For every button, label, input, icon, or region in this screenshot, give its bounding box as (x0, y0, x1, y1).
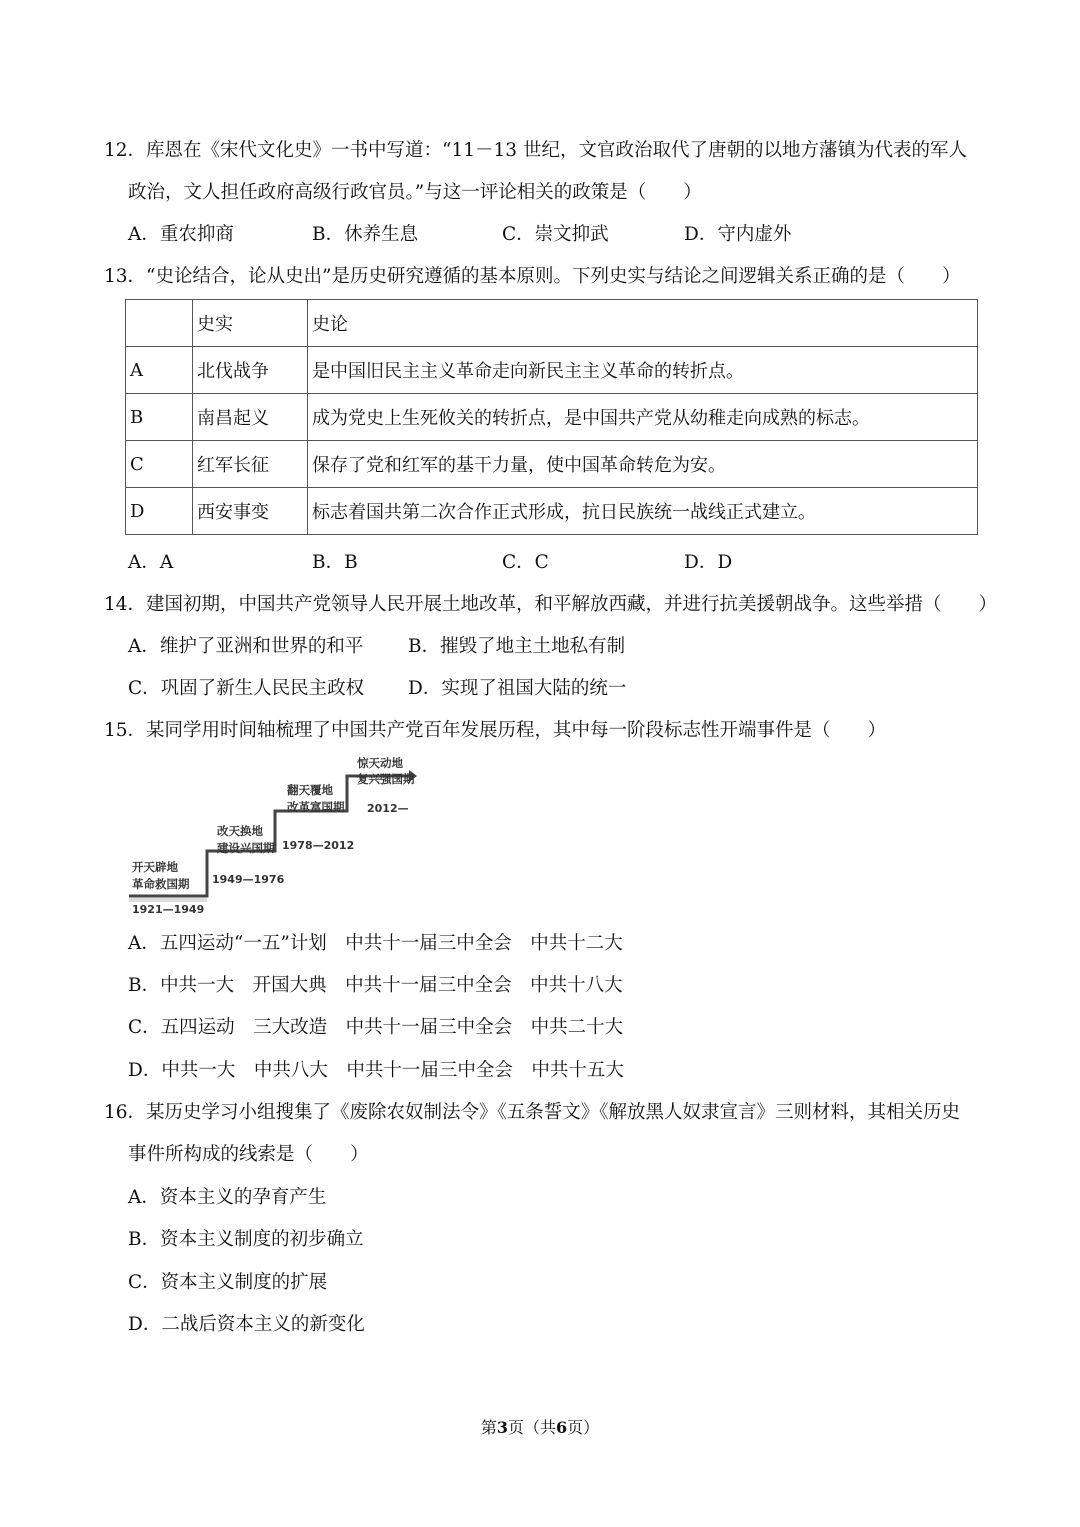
table-header-cell (126, 300, 193, 347)
timeline-figure (127, 756, 417, 918)
step3-label-line2: 改革富国期 (287, 800, 345, 814)
q15-option-d: D．中共一大 中共八大 中共十一届三中全会 中共十五大 (128, 1060, 624, 1081)
step1-label-line2: 革命救国期 (132, 877, 190, 891)
table-cell: 保存了党和红军的基干力量，使中国革命转危为安。 (308, 441, 978, 488)
table-cell: 标志着国共第二次合作正式形成，抗日民族统一战线正式建立。 (308, 488, 978, 535)
q15-option-a: A．五四运动“一五”计划 中共十一届三中全会 中共十二大 (128, 933, 623, 954)
step2-label-line2: 建设兴国期 (217, 841, 275, 855)
table-cell: B (126, 394, 193, 441)
table-cell: 成为党史上生死攸关的转折点，是中国共产党从幼稚走向成熟的标志。 (308, 394, 978, 441)
table-cell: 是中国旧民主主义革命走向新民主主义革命的转折点。 (308, 347, 978, 394)
q16-option-c: C．资本主义制度的扩展 (128, 1272, 328, 1293)
table-cell: A (126, 347, 193, 394)
q12-option-d: D．守内虚外 (684, 224, 792, 245)
q13-option-b: B．B (312, 552, 358, 573)
table-header-row (126, 300, 978, 347)
step1-label-line1: 开天辟地 (132, 860, 178, 874)
q16-stem-line2: 事件所构成的线索是（ ） (128, 1144, 369, 1165)
step4-years: 2012— (367, 802, 409, 815)
q14-stem: 14．建国初期，中国共产党领导人民开展土地改革，和平解放西藏，并进行抗美援朝战争。这些举措（ ） (104, 594, 998, 615)
q16-option-d: D．二战后资本主义的新变化 (128, 1314, 365, 1335)
q13-option-d: D．D (684, 552, 733, 573)
q15-option-b: B．中共一大 开国大典 中共十一届三中全会 中共十八大 (128, 975, 623, 996)
footer-page-number: 3 (496, 1418, 508, 1437)
q15-stem: 15．某同学用时间轴梳理了中国共产党百年发展历程，其中每一阶段标志性开端事件是（ ） (104, 720, 887, 741)
table-cell: C (126, 441, 193, 488)
table-cell: 红军长征 (193, 441, 308, 488)
table-header-cell: 史论 (308, 300, 978, 347)
q13-stem: 13．“史论结合，论从史出”是历史研究遵循的基本原则。下列史实与结论之间逻辑关系正确的是（ ） (104, 266, 961, 287)
table-row (126, 347, 978, 394)
footer-total-pages: 6 (556, 1418, 568, 1437)
table-cell: 北伐战争 (193, 347, 308, 394)
footer-suffix: 页） (567, 1418, 600, 1437)
q12-stem-line1: 12．库恩在《宋代文化史》一书中写道：“11－13 世纪，文官政治取代了唐朝的以地方藩镇为代表的军人 (104, 140, 967, 161)
step4-label-line2: 复兴强国期 (357, 772, 415, 786)
footer-prefix: 第 (480, 1418, 497, 1437)
q13-option-c: C．C (502, 552, 549, 573)
footer-middle: 页（共 (507, 1418, 556, 1437)
q16-option-a: A．资本主义的孕育产生 (128, 1187, 327, 1208)
step3-years: 1978—2012 (282, 839, 355, 852)
q13-table (125, 299, 978, 535)
table-row (126, 441, 978, 488)
table-cell: 西安事变 (193, 488, 308, 535)
step4-label-line1: 惊天动地 (357, 756, 403, 770)
q12-option-a: A．重农抑商 (128, 224, 234, 245)
q15-option-c: C．五四运动 三大改造 中共十一届三中全会 中共二十大 (128, 1017, 624, 1038)
q16-stem-line1: 16．某历史学习小组搜集了《废除农奴制法令》《五条誓文》《解放黑人奴隶宣言》三则材料，其相关历史 (104, 1102, 961, 1123)
q14-option-a: A．维护了亚洲和世界的和平 (128, 636, 364, 657)
page-footer (0, 1417, 1080, 1439)
step3-label-line1: 翻天覆地 (287, 783, 333, 797)
q14-option-b: B．摧毁了地主土地私有制 (408, 636, 626, 657)
q16-option-b: B．资本主义制度的初步确立 (128, 1229, 364, 1250)
q14-option-c: C．巩固了新生人民民主政权 (128, 678, 365, 699)
q12-stem-line2: 政治，文人担任政府高级行政官员。”与这一评论相关的政策是（ ） (128, 182, 702, 203)
step2-label-line1: 改天换地 (217, 824, 263, 838)
step2-years: 1949—1976 (212, 873, 285, 886)
step-shadow (129, 898, 207, 902)
table-cell: 南昌起义 (193, 394, 308, 441)
q12-option-c: C．崇文抑武 (502, 224, 609, 245)
q14-option-d: D．实现了祖国大陆的统一 (408, 678, 627, 699)
table-cell: D (126, 488, 193, 535)
table-header-cell: 史实 (193, 300, 308, 347)
q12-option-b: B．休养生息 (312, 224, 419, 245)
table-row (126, 394, 978, 441)
step1-years: 1921—1949 (132, 903, 205, 916)
q13-option-a: A．A (128, 552, 174, 573)
table-row (126, 488, 978, 535)
